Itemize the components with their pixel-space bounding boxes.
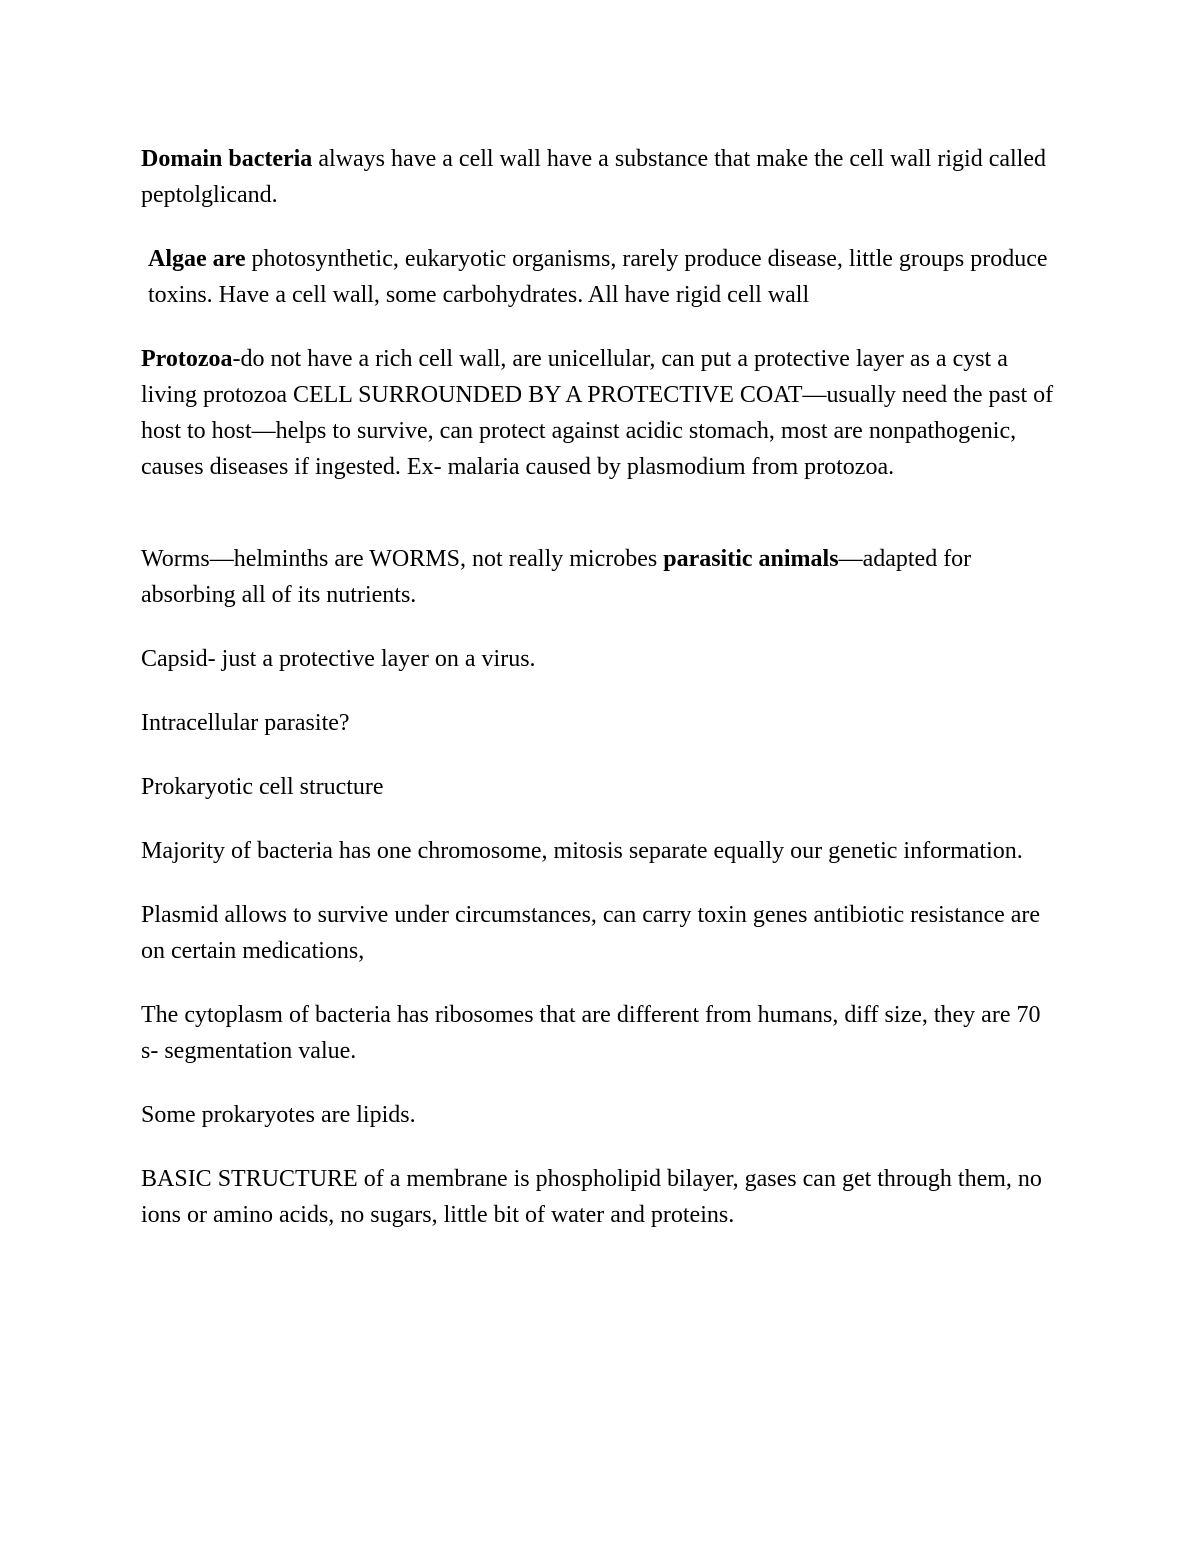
paragraph-intracellular: Intracellular parasite?: [141, 710, 350, 736]
term-algae: Algae are: [148, 246, 246, 272]
paragraph-majority: Majority of bacteria has one chromosome, mitosis separate equally our genetic information.: [141, 838, 1023, 864]
paragraph-text: photosynthetic, eukaryotic organisms, rarely produce disease, little groups produce toxins. Have a cell wall, some carbohydrates. All have rigid cell wall: [148, 246, 1048, 308]
paragraph-cytoplasm: The cytoplasm of bacteria has ribosomes that are different from humans, diff size, they are 70 s- segmentation value.: [141, 1002, 1041, 1064]
paragraph-prokaryotic: Prokaryotic cell structure: [141, 774, 384, 800]
paragraph-text: —adapted for absorbing all of its nutrients.: [141, 546, 972, 608]
paragraph-protozoa: [141, 341, 1061, 485]
term-domain-bacteria: Domain bacteria: [141, 146, 313, 172]
paragraph-domain-bacteria: [141, 141, 1061, 213]
paragraph-worms: [141, 541, 1061, 613]
paragraph-capsid: Capsid- just a protective layer on a virus.: [141, 646, 536, 672]
paragraph-text: Worms—helminths are WORMS, not really microbes: [141, 546, 664, 572]
term-protozoa: Protozoa: [141, 346, 233, 372]
paragraph-plasmid: Plasmid allows to survive under circumstances, can carry toxin genes antibiotic resistance are on certain medications,: [141, 902, 1041, 964]
paragraph-algae: [141, 241, 1061, 313]
document-body: [141, 141, 1061, 1261]
paragraph-text: -do not have a rich cell wall, are unicellular, can put a protective layer as a cyst a living protozoa CELL SURROUNDED BY A PROTECTIVE COAT—usually need the past of host to host—helps to survive, can protect against acidic stomach, most are nonpathogenic, causes diseases if ingested. Ex- malaria caused by plasmodium from protozoa.: [141, 346, 1054, 480]
term-parasitic-animals: parasitic animals: [663, 546, 839, 572]
paragraph-lipids: Some prokaryotes are lipids.: [141, 1102, 416, 1128]
paragraph-membrane: BASIC STRUCTURE of a membrane is phospholipid bilayer, gases can get through them, no ions or amino acids, no sugars, little bit of water and proteins.: [141, 1166, 1042, 1228]
paragraph-text: always have a cell wall have a substance that make the cell wall rigid called peptolglicand.: [141, 146, 1046, 208]
